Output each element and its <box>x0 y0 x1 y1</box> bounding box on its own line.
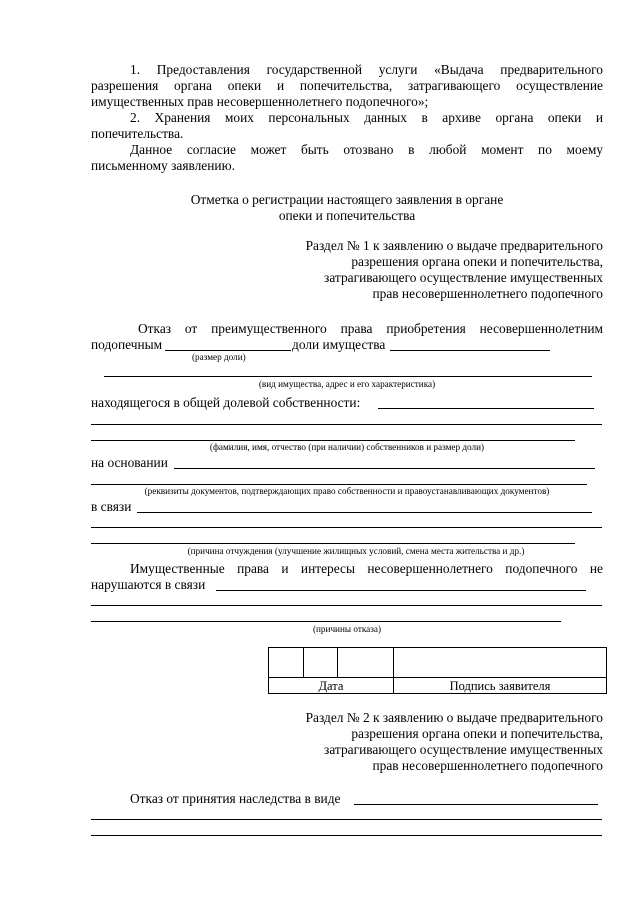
date-signature-table <box>268 647 607 694</box>
date-day-cell[interactable] <box>269 648 304 678</box>
date-month-cell[interactable] <box>304 648 338 678</box>
section1-refusal-line-1: Отказ от преимущественного права приобретения несовершеннолетним <box>138 321 603 336</box>
inheritance-field-3[interactable] <box>91 835 602 836</box>
signature-cell[interactable] <box>394 648 607 678</box>
reason-field-2[interactable] <box>91 527 602 528</box>
section1-header-line-1: Раздел № 1 к заявлению о выдаче предварительного <box>305 238 603 253</box>
property-description-field[interactable] <box>104 376 592 377</box>
section1-header-line-4: прав несовершеннолетнего подопечного <box>372 286 603 301</box>
share-size-field[interactable] <box>165 350 291 351</box>
hint-documents: (реквизиты документов, подтверждающих право собственности и правоустанавливающих документов) <box>144 486 550 496</box>
shared-ownership-field-2[interactable] <box>91 424 602 425</box>
consent-item-1-line-1: 1. Предоставления государственной услуги «Выдача предварительного <box>130 62 603 77</box>
reason-field-1[interactable] <box>137 512 592 513</box>
section1-rights-line-2: нарушаются в связи <box>91 577 206 592</box>
rights-reason-field-3[interactable] <box>91 621 561 622</box>
signature-label: Подпись заявителя <box>394 678 607 694</box>
share-property-field[interactable] <box>390 350 550 351</box>
section1-basis-label: на основании <box>91 455 168 470</box>
date-year-cell[interactable] <box>338 648 394 678</box>
rights-reason-field-1[interactable] <box>216 590 586 591</box>
section1-due-to-label: в связи <box>91 499 132 514</box>
section1-header-line-3: затрагивающего осуществление имущественных <box>324 270 603 285</box>
inheritance-field-1[interactable] <box>354 804 598 805</box>
section2-inheritance-label: Отказ от принятия наследства в виде <box>130 791 341 806</box>
shared-ownership-field-3[interactable] <box>91 440 575 441</box>
section2-header-line-3: затрагивающего осуществление имущественных <box>324 742 603 757</box>
consent-item-2-line-1: 2. Хранения моих персональных данных в архиве органа опеки и <box>130 110 603 125</box>
hint-reason: (причина отчуждения (улучшение жилищных условий, смена места жительства и др.) <box>187 546 525 556</box>
inheritance-field-2[interactable] <box>91 819 602 820</box>
date-label: Дата <box>269 678 394 694</box>
section2-header-line-1: Раздел № 2 к заявлению о выдаче предварительного <box>305 710 603 725</box>
section1-share-label: доли имущества <box>292 337 386 352</box>
shared-ownership-field-1[interactable] <box>378 408 594 409</box>
consent-revoke-line-1: Данное согласие может быть отозвано в любой момент по моему <box>130 142 603 157</box>
consent-item-1-line-2: разрешения органа опеки и попечительства, затрагивающего осуществление <box>91 78 603 93</box>
section1-ward-label: подопечным <box>91 337 163 352</box>
hint-owners: (фамилия, имя, отчество (при наличии) собственников и размер доли) <box>209 442 485 452</box>
hint-refusal-reasons: (причины отказа) <box>312 624 382 634</box>
consent-revoke-line-2: письменному заявлению. <box>91 158 235 173</box>
section2-header-line-2: разрешения органа опеки и попечительства, <box>351 726 603 741</box>
basis-field-1[interactable] <box>174 468 595 469</box>
rights-reason-field-2[interactable] <box>91 605 602 606</box>
section1-rights-line-1: Имущественные права и интересы несовершеннолетнего подопечного не <box>130 561 603 576</box>
hint-property: (вид имущества, адрес и его характеристика) <box>258 379 436 389</box>
reason-field-3[interactable] <box>91 543 575 544</box>
basis-field-2[interactable] <box>91 484 587 485</box>
section1-shared-ownership-label: находящегося в общей долевой собственности: <box>91 395 361 410</box>
section2-header-line-4: прав несовершеннолетнего подопечного <box>372 758 603 773</box>
consent-item-1-line-3: имущественных прав несовершеннолетнего подопечного»; <box>91 94 429 109</box>
consent-item-2-line-2: попечительства. <box>91 126 184 141</box>
hint-share-size: (размер доли) <box>192 352 246 362</box>
registration-mark-line-1: Отметка о регистрации настоящего заявления в органе <box>190 192 504 207</box>
registration-mark-line-2: опеки и попечительства <box>278 208 416 223</box>
section1-header-line-2: разрешения органа опеки и попечительства, <box>351 254 603 269</box>
